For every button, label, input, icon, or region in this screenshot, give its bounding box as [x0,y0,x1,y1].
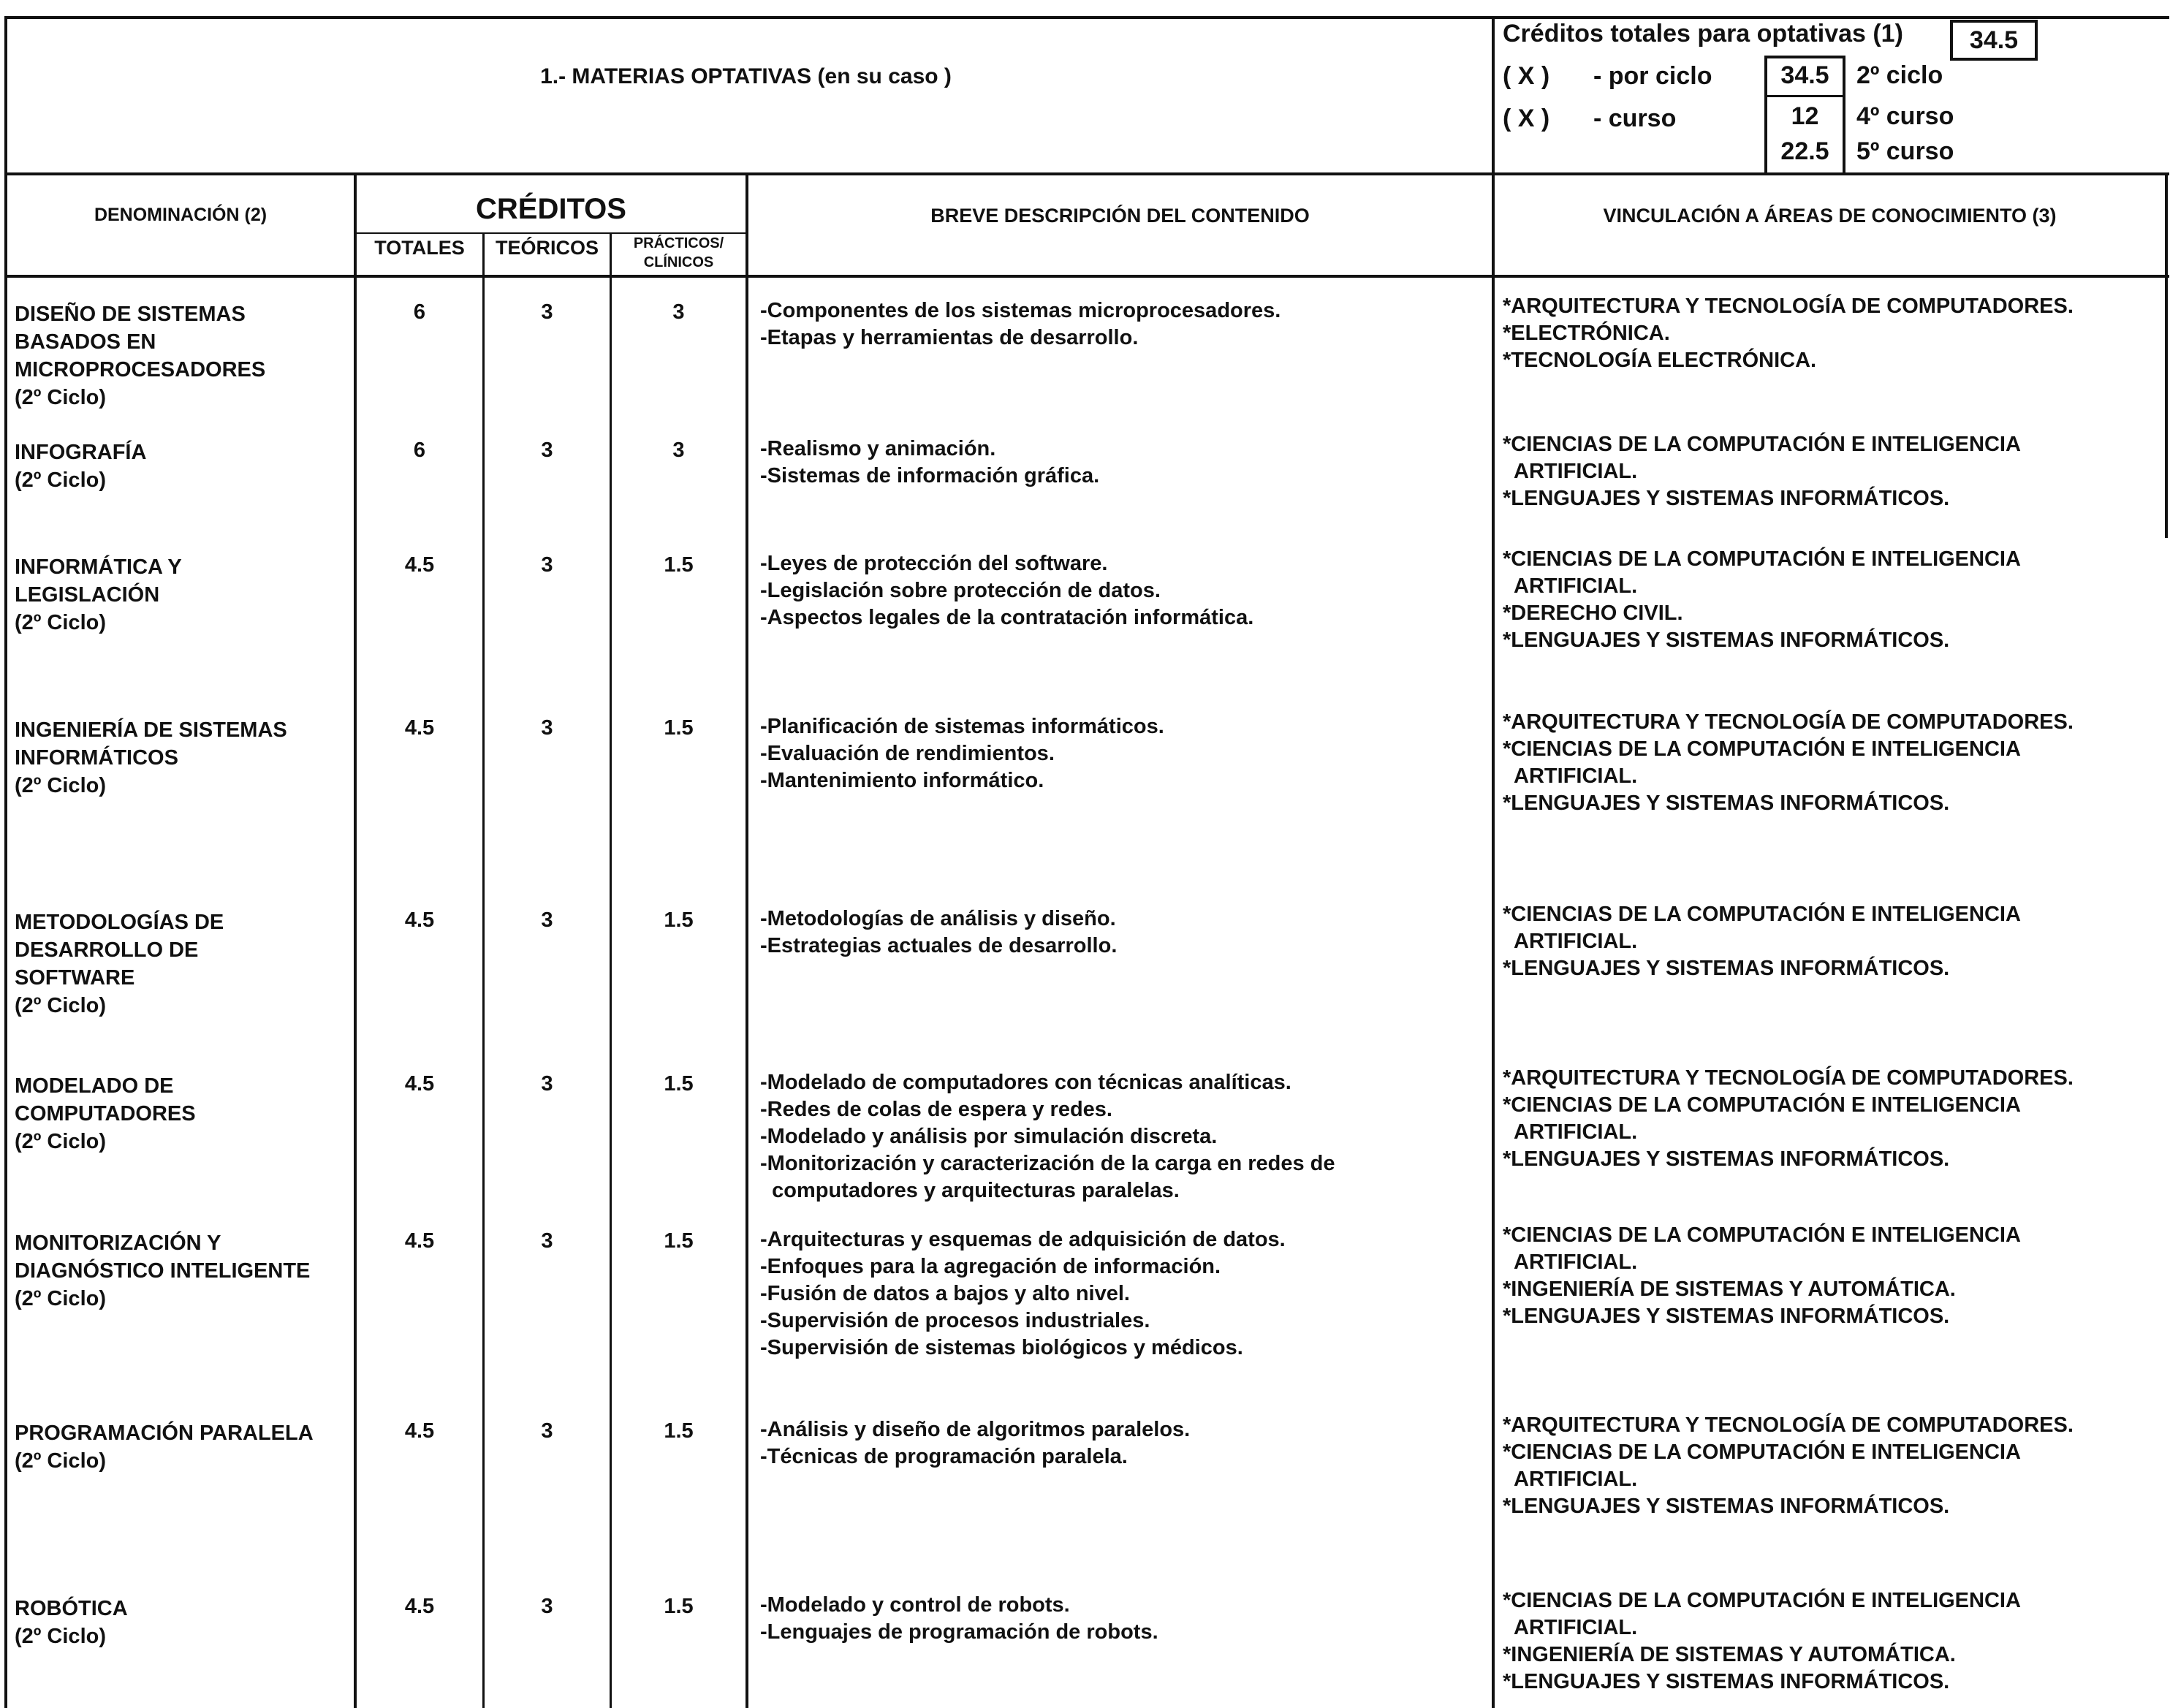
area-line: *ARQUITECTURA Y TECNOLOGÍA DE COMPUTADORES. [1503,710,2074,734]
col-practicos-1: PRÁCTICOS/ [633,235,724,251]
desc-line: -Modelado y control de robots. [760,1593,1070,1617]
row-name-line: PROGRAMACIÓN PARALELA [15,1422,314,1445]
cell-totales: 4.5 [404,716,435,740]
area-line: ARTIFICIAL. [1503,1120,1638,1144]
page-title: 1.- MATERIAS OPTATIVAS (en su caso ) [540,64,952,88]
por-ciclo-mark: ( X ) [1503,62,1550,90]
row-name-line: LEGISLACIÓN [15,583,160,607]
row-name-line: DISEÑO DE SISTEMAS [15,303,246,326]
area-line: ARTIFICIAL. [1503,930,1638,953]
area-line: *CIENCIAS DE LA COMPUTACIÓN E INTELIGENCIA [1503,433,2021,456]
row-name-line: (2º Ciclo) [15,1130,106,1153]
area-line: *ARQUITECTURA Y TECNOLOGÍA DE COMPUTADORES. [1503,1066,2074,1090]
area-line: *LENGUAJES Y SISTEMAS INFORMÁTICOS. [1503,1670,1950,1693]
area-line: *CIENCIAS DE LA COMPUTACIÓN E INTELIGENCIA [1503,1441,2021,1464]
area-line: *LENGUAJES Y SISTEMAS INFORMÁTICOS. [1503,957,1950,980]
desc-line: -Supervisión de procesos industriales. [760,1309,1150,1332]
curso4-value: 12 [1791,102,1819,130]
row-name-line: INGENIERÍA DE SISTEMAS [15,718,287,742]
credits-total-label: Créditos totales para optativas (1) [1503,20,1903,48]
curso-mark: ( X ) [1503,105,1550,132]
creditos-sub-divider [354,232,747,234]
area-line: *LENGUAJES Y SISTEMAS INFORMÁTICOS. [1503,1495,1950,1518]
desc-line: -Realismo y animación. [760,437,996,460]
area-line: *LENGUAJES Y SISTEMAS INFORMÁTICOS. [1503,792,1950,815]
cell-totales: 4.5 [404,1072,435,1096]
cell-totales: 4.5 [404,1595,435,1618]
row-name-line: INFOGRAFÍA [15,441,147,464]
row-name-line: METODOLOGÍAS DE [15,911,224,934]
cell-totales: 4.5 [404,553,435,577]
frame-left [4,16,7,278]
row-name-line: (2º Ciclo) [15,386,106,409]
row-name-line: COMPUTADORES [15,1102,196,1126]
cell-totales: 6 [413,300,426,324]
vgrid-top [1764,56,1845,58]
area-line: *DERECHO CIVIL. [1503,601,1683,625]
desc-line: -Enfoques para la agregación de información. [760,1255,1221,1278]
area-line: *LENGUAJES Y SISTEMAS INFORMÁTICOS. [1503,1147,1950,1171]
row-name-line: (2º Ciclo) [15,611,106,634]
desc-line: -Etapas y herramientas de desarrollo. [760,326,1139,349]
col-line-5 [1492,172,1495,1708]
desc-line: -Aspectos legales de la contratación informática. [760,606,1254,629]
cell-teoricos: 3 [541,1595,553,1618]
cell-totales: 4.5 [404,1419,435,1443]
desc-line: -Metodologías de análisis y diseño. [760,907,1116,930]
col-line-right [2165,172,2168,538]
col-totales: TOTALES [374,237,465,259]
cell-teoricos: 3 [541,1229,553,1253]
col-line-left [4,275,7,1708]
cell-teoricos: 3 [541,300,553,324]
row-name-line: ROBÓTICA [15,1597,128,1620]
desc-line: -Legislación sobre protección de datos. [760,579,1161,602]
row-name-line: INFORMÁTICOS [15,746,178,770]
cell-practicos: 3 [672,300,685,324]
col-vinculacion: VINCULACIÓN A ÁREAS DE CONOCIMIENTO (3) [1603,205,2057,227]
desc-line: computadores y arquitecturas paralelas. [760,1179,1180,1202]
area-line: ARTIFICIAL. [1503,460,1638,483]
col-descripcion: BREVE DESCRIPCIÓN DEL CONTENIDO [930,205,1310,227]
area-line: *INGENIERÍA DE SISTEMAS Y AUTOMÁTICA. [1503,1278,1956,1301]
cell-practicos: 1.5 [664,553,694,577]
cell-teoricos: 3 [541,716,553,740]
area-line: *CIENCIAS DE LA COMPUTACIÓN E INTELIGENCIA [1503,547,2021,571]
vgrid-mid [1843,56,1845,174]
desc-line: -Análisis y diseño de algoritmos paralelos. [760,1418,1191,1441]
desc-line: -Lenguajes de programación de robots. [760,1620,1158,1644]
desc-line: -Planificación de sistemas informáticos. [760,715,1164,738]
row-name-line: INFORMÁTICA Y [15,555,182,579]
colhead-bottom [4,275,2169,278]
row-name-line: DIAGNÓSTICO INTELIGENTE [15,1259,311,1283]
col-teoricos: TEÓRICOS [495,237,599,259]
curso-label: - curso [1593,105,1677,132]
cell-totales: 6 [413,439,426,462]
desc-line: -Redes de colas de espera y redes. [760,1098,1112,1121]
desc-line: -Mantenimiento informático. [760,769,1044,792]
cell-totales: 4.5 [404,908,435,932]
cell-teoricos: 3 [541,1072,553,1096]
credits-total-value: 34.5 [1950,20,2038,61]
row-name-line: SOFTWARE [15,966,135,990]
col-creditos: CRÉDITOS [476,193,626,225]
row-name-line: MODELADO DE [15,1074,174,1098]
por-ciclo-label: - por ciclo [1593,62,1712,90]
area-line: *LENGUAJES Y SISTEMAS INFORMÁTICOS. [1503,1305,1950,1328]
cell-practicos: 1.5 [664,1419,694,1443]
desc-line: -Componentes de los sistemas microprocesadores. [760,299,1281,322]
cell-teoricos: 3 [541,553,553,577]
ciclo-value: 34.5 [1780,61,1829,89]
row-name-line: (2º Ciclo) [15,1449,106,1473]
cell-practicos: 1.5 [664,1229,694,1253]
area-line: ARTIFICIAL. [1503,1250,1638,1274]
vgrid-row [1764,95,1845,97]
area-line: *ELECTRÓNICA. [1503,322,1670,345]
area-line: *LENGUAJES Y SISTEMAS INFORMÁTICOS. [1503,629,1950,652]
row-name-line: (2º Ciclo) [15,468,106,492]
frame-top [4,16,2169,19]
cell-practicos: 3 [672,439,685,462]
desc-line: -Modelado de computadores con técnicas analíticas. [760,1071,1291,1094]
col-line-1 [354,172,357,1708]
desc-line: -Fusión de datos a bajos y alto nivel. [760,1282,1130,1305]
col-denominacion: DENOMINACIÓN (2) [94,205,268,225]
cell-teoricos: 3 [541,1419,553,1443]
cell-practicos: 1.5 [664,1072,694,1096]
cell-practicos: 1.5 [664,908,694,932]
row-name-line: (2º Ciclo) [15,774,106,797]
row-name-line: DESARROLLO DE [15,938,199,962]
area-line: *CIENCIAS DE LA COMPUTACIÓN E INTELIGENCIA [1503,1589,2021,1612]
area-line: *LENGUAJES Y SISTEMAS INFORMÁTICOS. [1503,487,1950,510]
cell-practicos: 1.5 [664,716,694,740]
desc-line: -Supervisión de sistemas biológicos y médicos. [760,1336,1243,1359]
desc-line: -Leyes de protección del software. [760,552,1108,575]
area-line: *ARQUITECTURA Y TECNOLOGÍA DE COMPUTADORES. [1503,1413,2074,1437]
desc-line: -Estrategias actuales de desarrollo. [760,934,1118,957]
row-name-line: (2º Ciclo) [15,1287,106,1310]
desc-line: -Modelado y análisis por simulación discreta. [760,1125,1218,1148]
area-line: *CIENCIAS DE LA COMPUTACIÓN E INTELIGENCIA [1503,1093,2021,1117]
area-line: ARTIFICIAL. [1503,574,1638,598]
row-name-line: MICROPROCESADORES [15,358,266,382]
area-line: ARTIFICIAL. [1503,1616,1638,1639]
cell-practicos: 1.5 [664,1595,694,1618]
area-line: *CIENCIAS DE LA COMPUTACIÓN E INTELIGENCIA [1503,903,2021,926]
col-line-4 [746,172,748,1708]
cell-totales: 4.5 [404,1229,435,1253]
desc-line: -Evaluación de rendimientos. [760,742,1055,765]
desc-line: -Técnicas de programación paralela. [760,1445,1128,1468]
area-line: *TECNOLOGÍA ELECTRÓNICA. [1503,349,1817,372]
curso5-label: 5º curso [1856,137,1954,165]
area-line: *CIENCIAS DE LA COMPUTACIÓN E INTELIGENCIA [1503,737,2021,761]
area-line: ARTIFICIAL. [1503,1468,1638,1491]
row-name-line: MONITORIZACIÓN Y [15,1231,221,1255]
area-line: *ARQUITECTURA Y TECNOLOGÍA DE COMPUTADORES. [1503,295,2074,318]
curso5-value: 22.5 [1780,137,1829,165]
row-name-line: (2º Ciclo) [15,1625,106,1648]
desc-line: -Arquitecturas y esquemas de adquisición de datos. [760,1228,1286,1251]
desc-line: -Sistemas de información gráfica. [760,464,1100,487]
row-name-line: BASADOS EN [15,330,156,354]
area-line: *INGENIERÍA DE SISTEMAS Y AUTOMÁTICA. [1503,1643,1956,1666]
cell-teoricos: 3 [541,908,553,932]
area-line: ARTIFICIAL. [1503,764,1638,788]
desc-line: -Monitorización y caracterización de la carga en redes de [760,1152,1335,1175]
row-name-line: (2º Ciclo) [15,994,106,1017]
col-practicos-2: CLÍNICOS [643,254,714,270]
area-line: *CIENCIAS DE LA COMPUTACIÓN E INTELIGENCIA [1503,1223,2021,1247]
curso4-label: 4º curso [1856,102,1954,130]
ciclo-label: 2º ciclo [1856,61,1943,89]
cell-teoricos: 3 [541,439,553,462]
